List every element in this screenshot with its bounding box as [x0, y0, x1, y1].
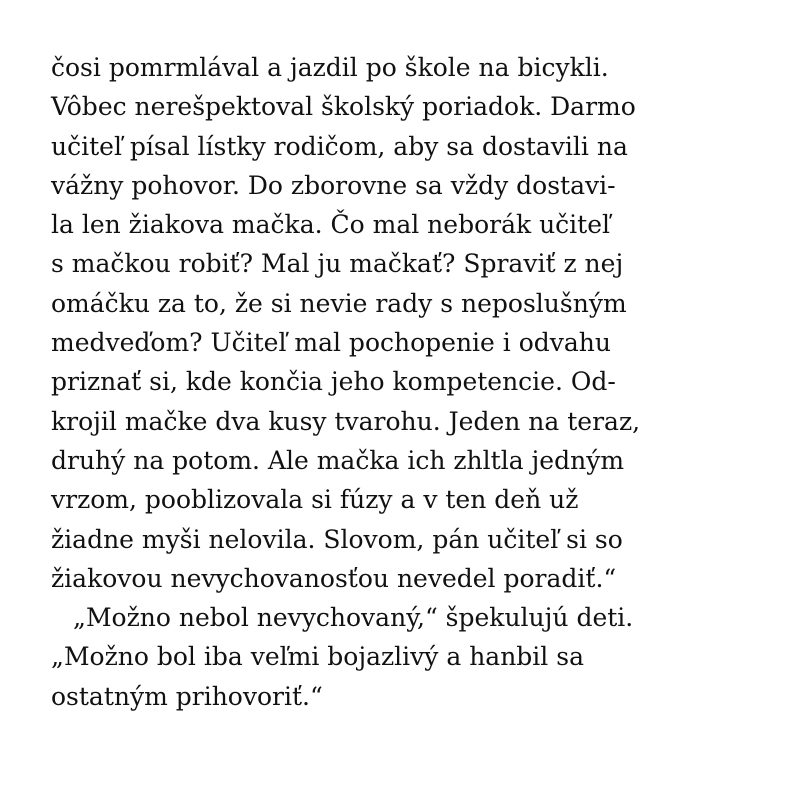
text-line: vážny pohovor. Do zborovne sa vždy dostavi- [51, 170, 616, 200]
text-line: s mačkou robiť? Mal ju mačkať? Spraviť z nej [51, 249, 624, 279]
text-line: ostatným prihovoriť.“ [51, 681, 323, 711]
text-line: žiakovou nevychovanosťou nevedel poradiť.“ [51, 563, 617, 593]
text-line: krojil mačke dva kusy tvarohu. Jeden na teraz, [51, 406, 641, 436]
text-line: žiadne myši nelovila. Slovom, pán učiteľ si so [51, 524, 623, 554]
text-line-indented: „Možno nebol nevychovaný,“ špekulujú deti. [73, 603, 634, 633]
text-line: priznať si, kde končia jeho kompetencie. Od- [51, 367, 616, 397]
text-line: medveďom? Učiteľ mal pochopenie i odvahu [51, 328, 612, 358]
text-line: „Možno bol iba veľmi bojazlivý a hanbil sa [51, 642, 584, 672]
text-line: vrzom, pooblizovala si fúzy a v ten deň už [51, 485, 579, 515]
text-line: la len žiakova mačka. Čo mal neborák učiteľ [51, 210, 611, 240]
text-line: Vôbec nerešpektoval školský poriadok. Darmo [51, 92, 636, 122]
text-line: čosi pomrmlával a jazdil po škole na bicykli. [51, 53, 609, 82]
text-line: druhý na potom. Ale mačka ich zhltla jedným [51, 445, 625, 475]
body-text [51, 48, 771, 716]
text-line: omáčku za to, že si nevie rady s neposlušným [51, 288, 627, 318]
text-line: učiteľ písal lístky rodičom, aby sa dostavili na [51, 131, 628, 161]
